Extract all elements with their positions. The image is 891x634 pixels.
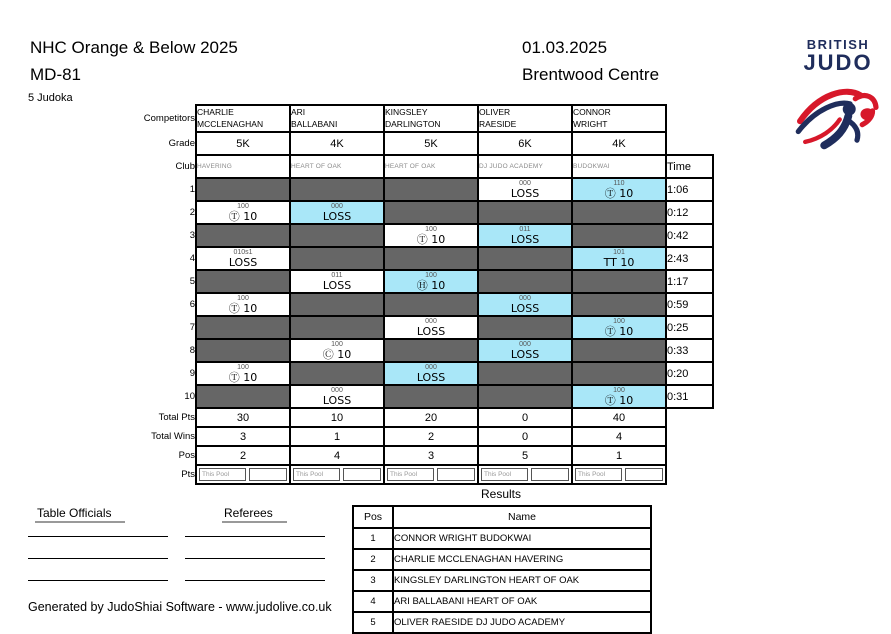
match-cell-empty <box>290 178 384 201</box>
signature-line <box>185 580 325 581</box>
match-time: 0:31 <box>666 385 713 408</box>
match-cell-result: 101 TT 10 <box>572 247 666 270</box>
total-pts-cell: 0 <box>478 408 572 427</box>
this-pool-label: This Pool <box>387 468 434 481</box>
match-cell-result: 000 LOSS <box>478 178 572 201</box>
referees-label: Referees <box>222 506 287 520</box>
signature-line <box>28 536 168 537</box>
results-header-row <box>353 506 651 528</box>
row-label-total-wins: Total Wins <box>151 431 195 442</box>
event-title: NHC Orange & Below 2025 <box>30 38 238 57</box>
match-cell-empty <box>384 293 478 316</box>
match-cell-empty <box>384 247 478 270</box>
signature-line <box>28 580 168 581</box>
total-wins-cell: 1 <box>290 427 384 446</box>
grade-cell: 5K <box>384 132 478 155</box>
match-row <box>20 362 713 385</box>
match-cell-result: 011 LOSS <box>478 224 572 247</box>
spacer <box>666 427 713 446</box>
match-cell-empty <box>478 316 572 339</box>
pts-blank <box>437 468 475 481</box>
table-officials-label: Table Officials <box>35 506 125 520</box>
competitor-name: OLIVER RAESIDE <box>478 105 572 132</box>
match-cell-result: 000 LOSS <box>384 362 478 385</box>
result-name: CONNOR WRIGHT BUDOKWAI <box>393 528 651 549</box>
match-cell-result: 100 Ⓣ 10 <box>572 385 666 408</box>
signature-line <box>28 558 168 559</box>
spacer <box>666 465 713 484</box>
match-cell-empty <box>196 224 290 247</box>
match-number: 7 <box>189 322 195 333</box>
grade-row <box>20 132 713 155</box>
judo-figure-icon <box>794 78 882 154</box>
total-pts-cell: 20 <box>384 408 478 427</box>
match-row <box>20 339 713 362</box>
logo-text-judo: JUDO <box>803 50 873 75</box>
result-pos: 4 <box>353 591 393 612</box>
match-row <box>20 224 713 247</box>
match-time: 1:06 <box>666 178 713 201</box>
result-name: OLIVER RAESIDE DJ JUDO ACADEMY <box>393 612 651 633</box>
event-venue: Brentwood Centre <box>522 65 660 84</box>
match-cell-result: 100 Ⓣ 10 <box>196 201 290 224</box>
total-pts-cell: 40 <box>572 408 666 427</box>
results-row <box>353 591 651 612</box>
match-cell-result: 000 LOSS <box>478 339 572 362</box>
row-label-pos: Pos <box>178 450 195 461</box>
match-cell-result: 000 LOSS <box>384 316 478 339</box>
pts-cell <box>384 465 478 484</box>
result-pos: 5 <box>353 612 393 633</box>
match-cell-result: 100 Ⓣ 10 <box>572 316 666 339</box>
match-cell-empty <box>572 362 666 385</box>
match-cell-result: 000 LOSS <box>478 293 572 316</box>
spacer <box>666 408 713 427</box>
match-number: 6 <box>189 299 195 310</box>
judoka-count: 5 Judoka <box>28 92 73 104</box>
match-number: 1 <box>189 184 195 195</box>
results-row <box>353 549 651 570</box>
match-cell-empty <box>290 224 384 247</box>
match-number: 3 <box>189 230 195 241</box>
match-cell-empty <box>572 339 666 362</box>
spacer <box>666 105 713 132</box>
club-cell: HAVERING <box>196 155 290 178</box>
match-number: 10 <box>184 391 195 402</box>
results-row <box>353 528 651 549</box>
pts-blank <box>625 468 663 481</box>
match-cell-empty <box>478 201 572 224</box>
match-cell-empty <box>384 201 478 224</box>
match-time: 0:12 <box>666 201 713 224</box>
pts-cell <box>196 465 290 484</box>
results-row <box>353 570 651 591</box>
match-number: 4 <box>189 253 195 264</box>
this-pool-label: This Pool <box>575 468 622 481</box>
grade-cell: 6K <box>478 132 572 155</box>
match-time: 0:20 <box>666 362 713 385</box>
result-name: KINGSLEY DARLINGTON HEART OF OAK <box>393 570 651 591</box>
this-pool-label: This Pool <box>199 468 246 481</box>
match-row <box>20 247 713 270</box>
pos-cell: 1 <box>572 446 666 465</box>
spacer <box>666 446 713 465</box>
match-cell-result: 000 LOSS <box>290 201 384 224</box>
event-date: 01.03.2025 <box>522 38 608 57</box>
match-cell-empty <box>478 362 572 385</box>
results-table <box>352 505 652 634</box>
pts-blank <box>343 468 381 481</box>
match-cell-empty <box>478 270 572 293</box>
pts-blank <box>531 468 569 481</box>
club-cell: DJ JUDO ACADEMY <box>478 155 572 178</box>
match-cell-empty <box>196 385 290 408</box>
match-cell-result: 110 Ⓣ 10 <box>572 178 666 201</box>
pos-cell: 5 <box>478 446 572 465</box>
match-row <box>20 178 713 201</box>
match-cell-empty <box>290 316 384 339</box>
row-label-club: Club <box>175 161 195 172</box>
category-title: MD-81 <box>30 65 82 84</box>
signature-line <box>185 558 325 559</box>
total-pts-row <box>20 408 713 427</box>
pts-cell <box>290 465 384 484</box>
match-number: 2 <box>189 207 195 218</box>
competitor-name: ARI BALLABANI <box>290 105 384 132</box>
pos-cell: 2 <box>196 446 290 465</box>
match-cell-empty <box>290 362 384 385</box>
logo-text-british: BRITISH <box>806 37 870 52</box>
match-cell-empty <box>290 247 384 270</box>
result-name: ARI BALLABANI HEART OF OAK <box>393 591 651 612</box>
club-cell: HEART OF OAK <box>290 155 384 178</box>
match-number: 8 <box>189 345 195 356</box>
match-cell-empty <box>290 293 384 316</box>
match-time: 0:33 <box>666 339 713 362</box>
match-cell-empty <box>572 293 666 316</box>
match-cell-empty <box>196 270 290 293</box>
match-row <box>20 293 713 316</box>
match-cell-result: 100 Ⓣ 10 <box>196 293 290 316</box>
grade-cell: 4K <box>572 132 666 155</box>
pts-cell <box>478 465 572 484</box>
match-cell-empty <box>478 247 572 270</box>
match-cell-result: 010s1 LOSS <box>196 247 290 270</box>
match-cell-empty <box>572 270 666 293</box>
match-cell-result: 100 Ⓒ 10 <box>290 339 384 362</box>
match-cell-empty <box>384 339 478 362</box>
this-pool-label: This Pool <box>481 468 528 481</box>
spacer <box>666 132 713 155</box>
competitor-name: CHARLIE MCCLENAGHAN <box>196 105 290 132</box>
match-time: 0:42 <box>666 224 713 247</box>
total-pts-cell: 30 <box>196 408 290 427</box>
match-cell-empty <box>384 178 478 201</box>
pos-cell: 3 <box>384 446 478 465</box>
total-wins-cell: 0 <box>478 427 572 446</box>
match-cell-empty <box>196 339 290 362</box>
match-row <box>20 270 713 293</box>
time-column-header: Time <box>666 155 713 178</box>
total-wins-cell: 4 <box>572 427 666 446</box>
match-cell-result: 100 Ⓣ 10 <box>384 224 478 247</box>
match-row <box>20 201 713 224</box>
match-time: 2:43 <box>666 247 713 270</box>
pts-cell <box>572 465 666 484</box>
club-cell: HEART OF OAK <box>384 155 478 178</box>
results-header-name: Name <box>393 506 651 528</box>
pos-cell: 4 <box>290 446 384 465</box>
match-row <box>20 316 713 339</box>
results-header-pos: Pos <box>353 506 393 528</box>
row-label-pts: Pts <box>181 469 195 480</box>
match-time: 1:17 <box>666 270 713 293</box>
signature-line <box>185 536 325 537</box>
results-title: Results <box>480 487 521 501</box>
pool-sheet <box>20 104 714 485</box>
competitor-name: CONNOR WRIGHT <box>572 105 666 132</box>
match-time: 0:25 <box>666 316 713 339</box>
result-pos: 3 <box>353 570 393 591</box>
match-cell-empty <box>384 385 478 408</box>
match-cell-empty <box>572 201 666 224</box>
result-name: CHARLIE MCCLENAGHAN HAVERING <box>393 549 651 570</box>
grade-cell: 5K <box>196 132 290 155</box>
competitors-row <box>20 105 713 132</box>
row-label-total-pts: Total Pts <box>158 412 195 423</box>
total-wins-row <box>20 427 713 446</box>
pos-row <box>20 446 713 465</box>
match-cell-empty <box>478 385 572 408</box>
competitor-name: KINGSLEY DARLINGTON <box>384 105 478 132</box>
club-cell: BUDOKWAI <box>572 155 666 178</box>
match-cell-result: 011 LOSS <box>290 270 384 293</box>
match-cell-result: 100 Ⓗ 10 <box>384 270 478 293</box>
match-row <box>20 385 713 408</box>
row-label-grade: Grade <box>168 138 195 149</box>
match-cell-empty <box>196 178 290 201</box>
match-cell-result: 100 Ⓣ 10 <box>196 362 290 385</box>
total-wins-cell: 2 <box>384 427 478 446</box>
match-cell-empty <box>196 316 290 339</box>
club-row <box>20 155 713 178</box>
this-pool-label: This Pool <box>293 468 340 481</box>
row-label-competitors: Competitors <box>143 113 195 124</box>
match-time: 0:59 <box>666 293 713 316</box>
pts-blank <box>249 468 287 481</box>
total-wins-cell: 3 <box>196 427 290 446</box>
result-pos: 1 <box>353 528 393 549</box>
grade-cell: 4K <box>290 132 384 155</box>
match-number: 9 <box>189 368 195 379</box>
pts-row <box>20 465 713 484</box>
match-cell-result: 000 LOSS <box>290 385 384 408</box>
result-pos: 2 <box>353 549 393 570</box>
total-pts-cell: 10 <box>290 408 384 427</box>
british-judo-logo <box>790 38 886 158</box>
match-cell-empty <box>572 224 666 247</box>
generator-credit: Generated by JudoShiai Software - www.judolive.co.uk <box>28 600 332 614</box>
match-number: 5 <box>189 276 195 287</box>
